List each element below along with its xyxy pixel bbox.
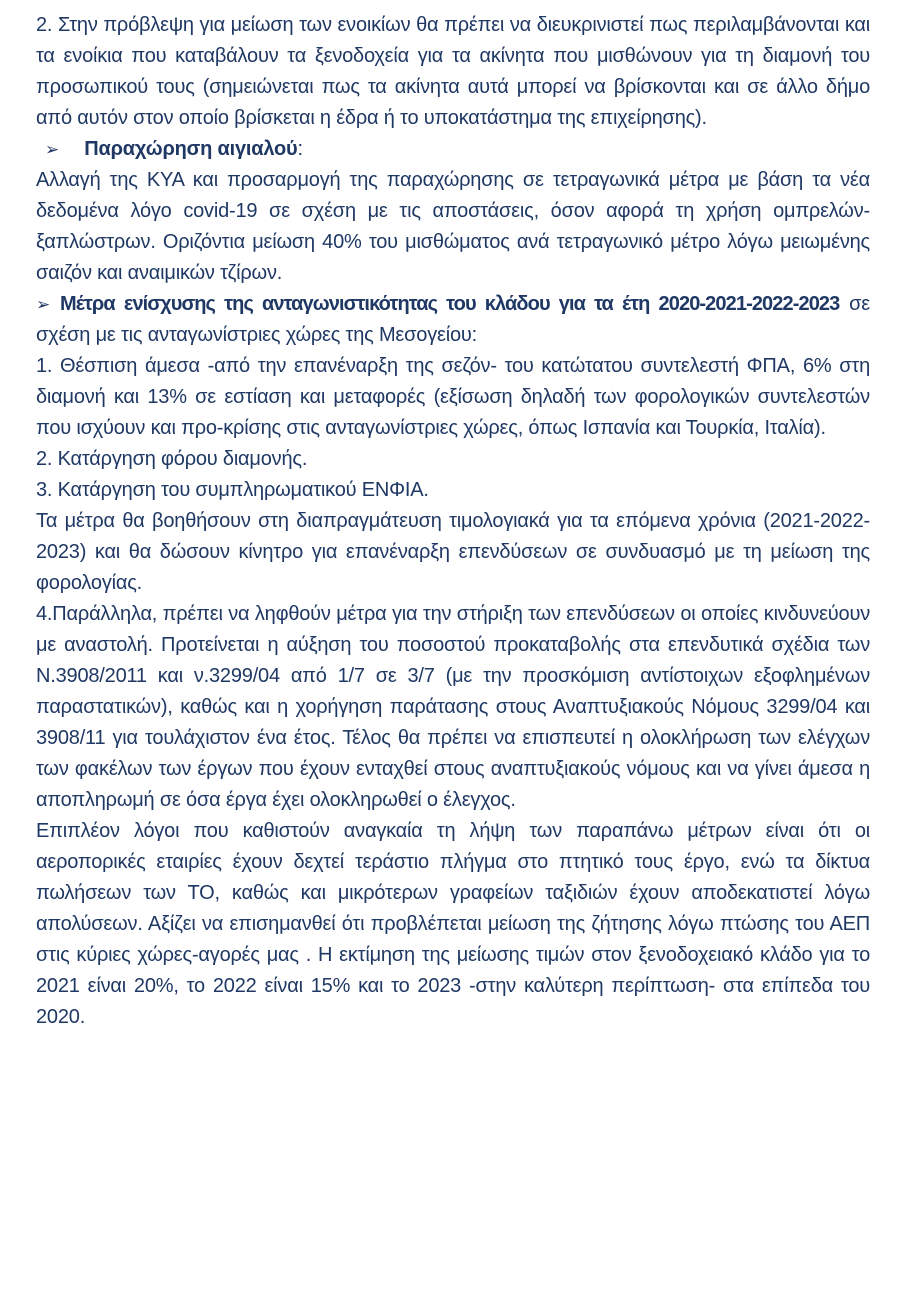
para-measures-pricing-negotiation: Τα μέτρα θα βοηθήσουν στη διαπραγμάτευση τιμολογιακά για τα επόμενα χρόνια (2021-2022-2023) και θα δώσουν κίνητρο για επανέναρξη επενδύσεων σε συνδυασμό με τη μείωση της φορολογίας. — [36, 510, 870, 594]
heading-competitiveness-measures-label: Μέτρα ενίσχυσης της ανταγωνιστικότητας του κλάδου για τα έτη 2020-2021-2022-2023 — [60, 293, 840, 315]
para-abolish-stay-tax: 2. Κατάργηση φόρου διαμονής. — [36, 448, 308, 470]
heading-beach-concession-colon: : — [297, 138, 303, 160]
para-vat-rate-reduction: 1. Θέσπιση άμεσα -από την επανέναρξη της σεζόν- του κατώτατου συντελεστή ΦΠΑ, 6% στη διαμονή και 13% σε εστίαση και μεταφορές (εξίσωση δηλαδή των φορολογικών συντελεστών που ισχύουν και προ-κρίσης στις ανταγωνίστριες χώρες, όπως Ισπανία και Τουρκία, Ιταλία). — [36, 355, 870, 439]
para-additional-reasons-demand-drop: Επιπλέον λόγοι που καθιστούν αναγκαία τη λήψη των παραπάνω μέτρων είναι ότι οι αεροπορικές εταιρίες έχουν δεχτεί τεράστιο πλήγμα στο πτητικό τους έργο, ενώ τα δίκτυα πωλήσεων των ΤΟ, καθώς και μικρότερων γραφείων ταξιδιών έχουν αποδεκατιστεί λόγω απολύσεων. Αξίζει να επισημανθεί ότι προβλέπεται μείωση της ζήτησης λόγω πτώσης του ΑΕΠ στις κύριες χώρες-αγορές μας . Η εκτίμηση της μείωσης τιμών στον ξενοδοχειακό κλάδο για το 2021 είναι 20%, το 2022 είναι 15% και το 2023 -στην καλύτερη περίπτωση- στα επίπεδα του 2020. — [36, 820, 870, 1028]
heading-beach-concession-label: Παραχώρηση αιγιαλού — [84, 138, 298, 160]
para-abolish-supplementary-enfia: 3. Κατάργηση του συμπληρωματικού ΕΝΦΙΑ. — [36, 479, 429, 501]
heading-competitiveness-measures — [36, 289, 870, 351]
arrow-bullet-icon: ➢ — [45, 140, 60, 159]
para-rent-reduction-clarification: 2. Στην πρόβλεψη για μείωση των ενοικίων θα πρέπει να διευκρινιστεί πως περιλαμβάνονται και τα ενοίκια που καταβάλουν τα ξενοδοχεία για τα ακίνητα που μισθώνουν για τη διαμονή του προσωπικού τους (σημειώνεται πως τα ακίνητα αυτά μπορεί να βρίσκονται και σε άλλο δήμο από αυτόν στον οποίο βρίσκεται η έδρα ή το υποκατάστημα της επιχείρησης). — [36, 14, 870, 129]
heading-beach-concession — [36, 134, 870, 165]
para-kya-concession-change: Αλλαγή της ΚΥΑ και προσαρμογή της παραχώρησης σε τετραγωνικά μέτρα με βάση τα νέα δεδομένα λόγο covid-19 σε σχέση με τις αποστάσεις, όσον αφορά τη χρήση ομπρελών-ξαπλώστρων. Οριζόντια μείωση 40% του μισθώματος ανά τετραγωνικό μέτρο λόγω μειωμένης σαιζόν και αναιμικών τζίρων. — [36, 169, 870, 284]
para-investment-support-measures: 4.Παράλληλα, πρέπει να ληφθούν μέτρα για την στήριξη των επενδύσεων οι οποίες κινδυνεύουν με αναστολή. Προτείνεται η αύξηση του ποσοστού προκαταβολής στα επενδυτικά σχέδια των Ν.3908/2011 και ν.3299/04 από 1/7 σε 3/7 (με την προσκόμιση αντίστοιχων εξοφλημένων παραστατικών), καθώς και η χορήγηση παράτασης στους Αναπτυξιακούς Νόμους 3299/04 και 3908/11 για τουλάχιστον ένα έτος. Τέλος θα πρέπει να επισπευτεί η ολοκλήρωση των ελέγχων των φακέλων των έργων που έχουν ενταχθεί στους αναπτυξιακούς νόμους και να γίνει άμεσα η αποπληρωμή σε όσα έργα έχει ολοκληρωθεί ο έλεγχος. — [36, 603, 870, 811]
arrow-bullet-icon: ➢ — [36, 295, 51, 314]
heading-competitiveness-measures-continuation: σε σχέση με τις ανταγωνίστριες χώρες της Μεσογείου: — [36, 293, 871, 346]
